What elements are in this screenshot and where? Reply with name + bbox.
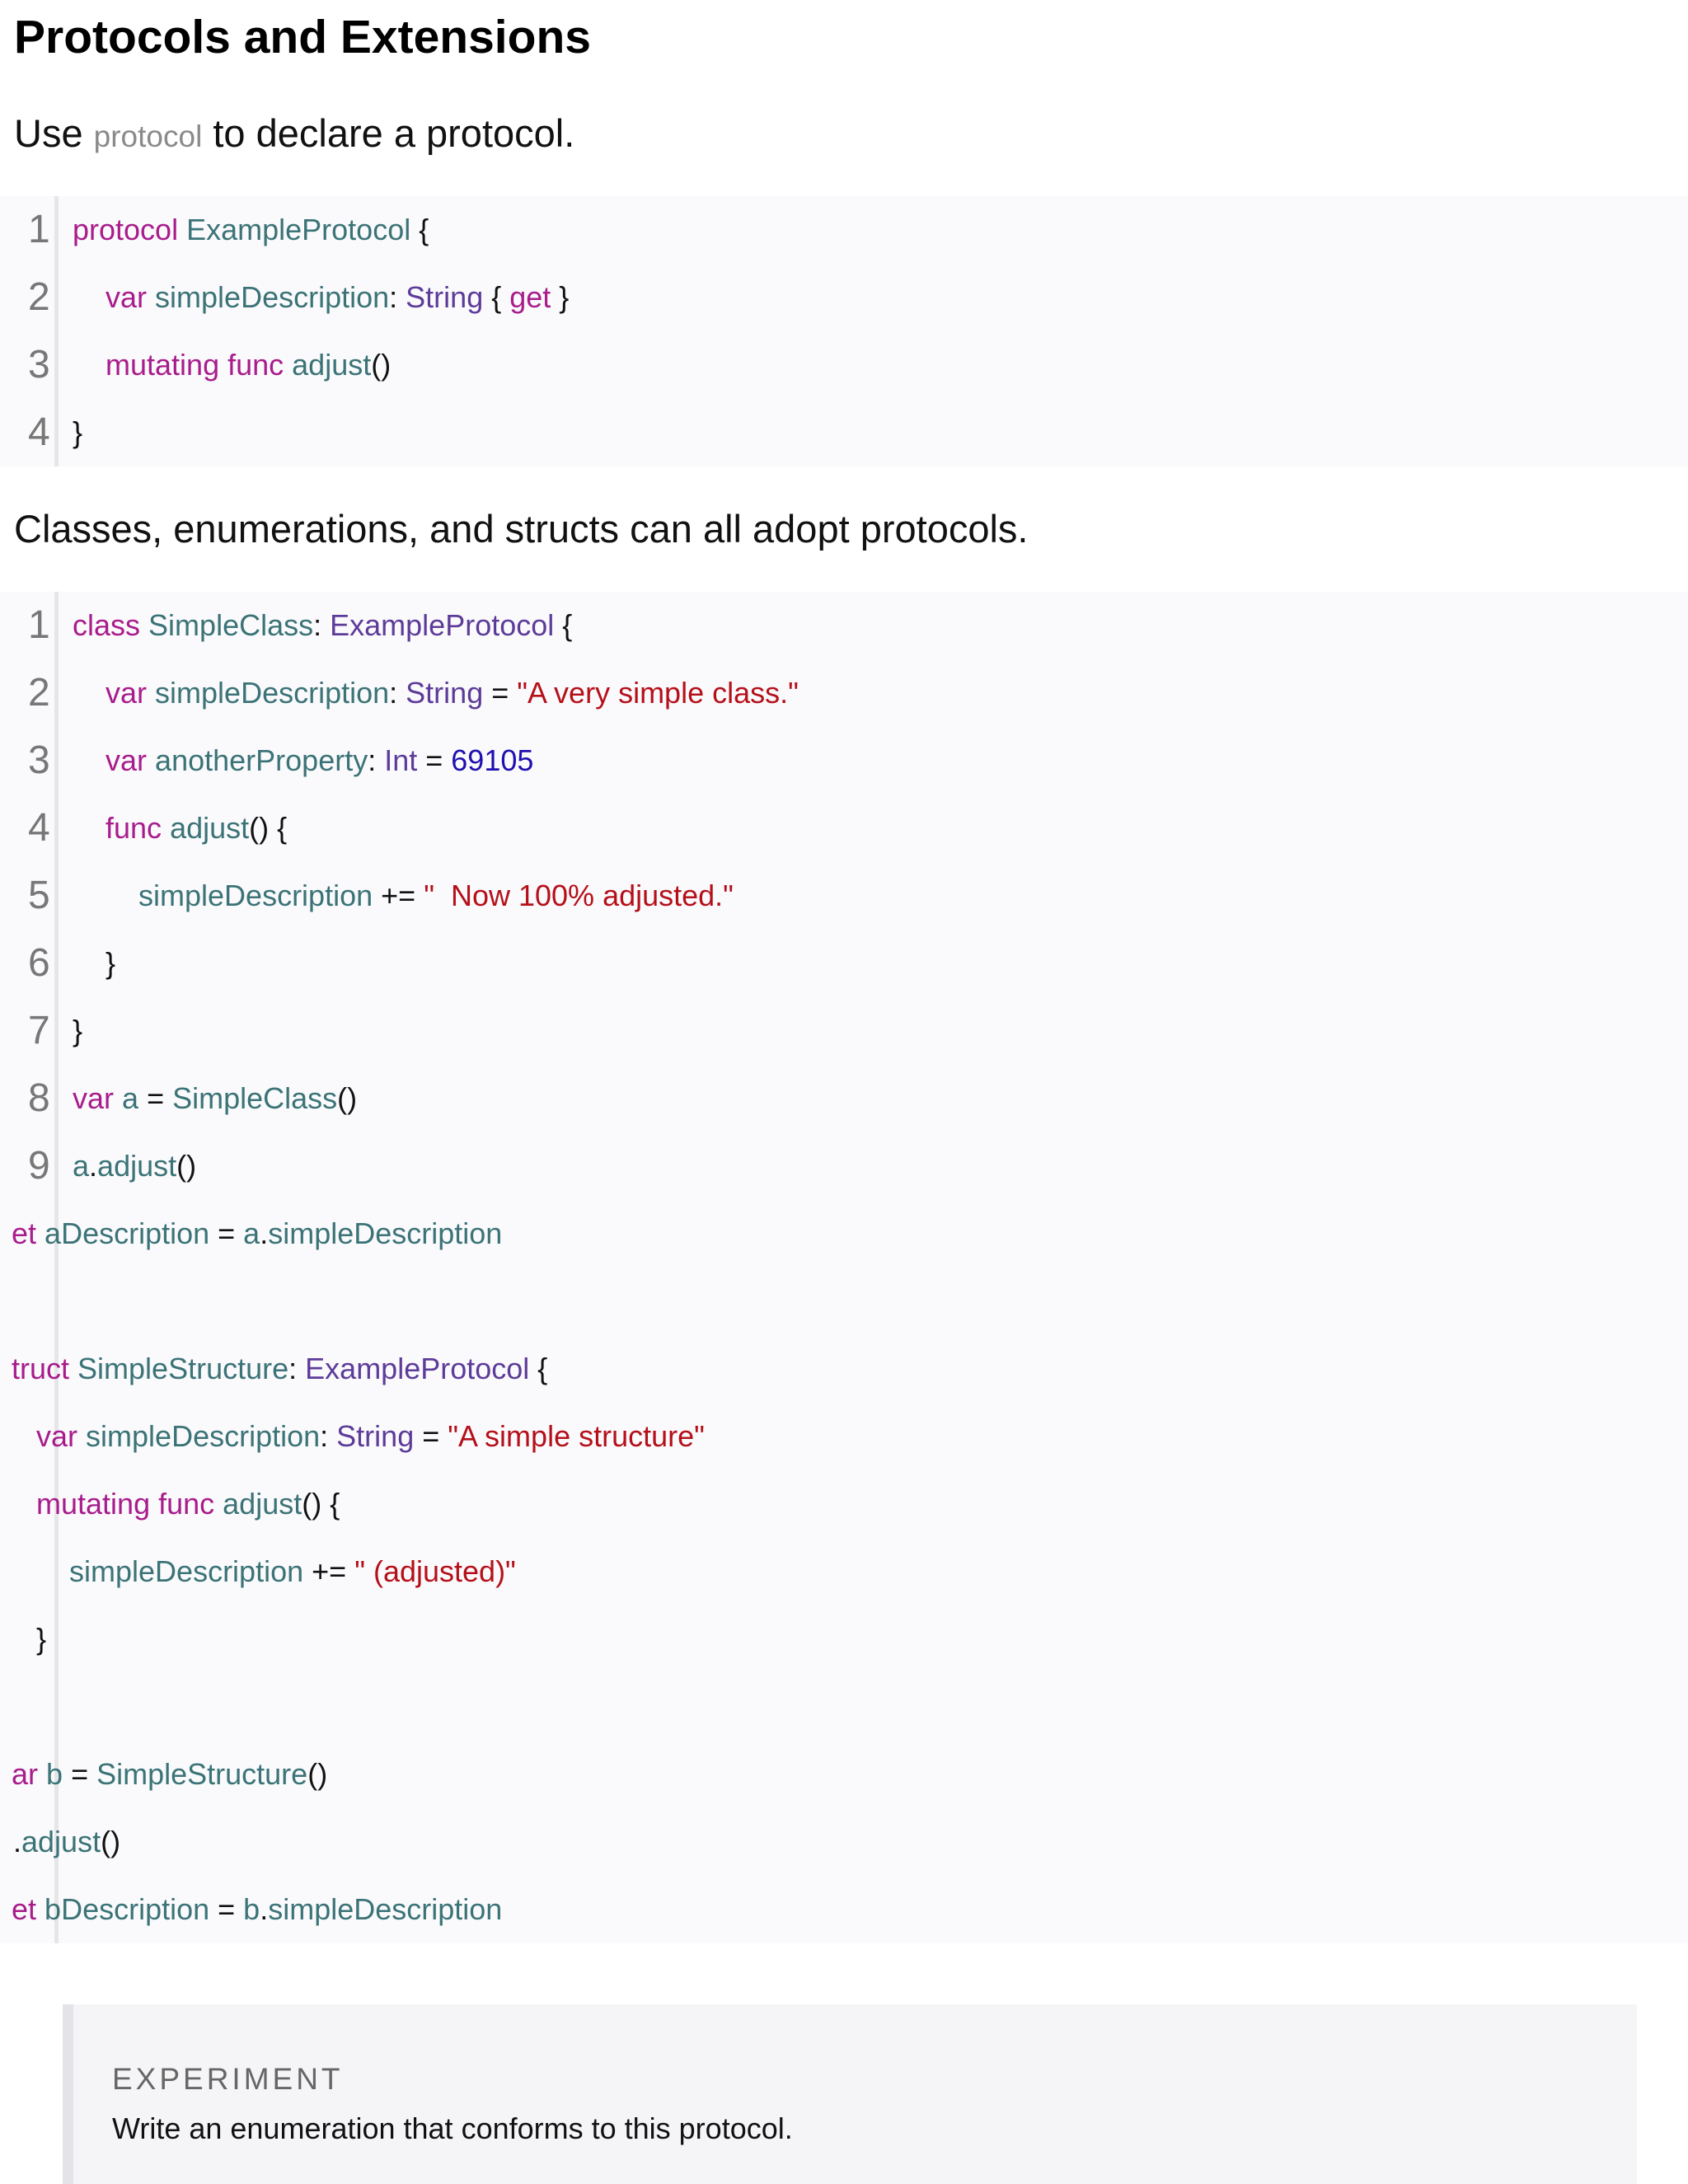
code-token: "A simple structure" — [448, 1419, 705, 1453]
code-token — [73, 280, 106, 314]
code-token: var — [73, 1081, 115, 1115]
code-token: Int — [384, 743, 418, 777]
code-token: . — [260, 1892, 269, 1926]
code-token: : — [320, 1419, 337, 1453]
code-token: var — [106, 676, 148, 710]
code-line — [73, 399, 82, 466]
code-token: { — [529, 1352, 548, 1385]
intro-text-before: Use — [14, 111, 83, 155]
code-token: () { — [249, 811, 288, 845]
code-line — [12, 1605, 46, 1673]
code-token: () { — [302, 1487, 340, 1521]
code-token: = — [417, 743, 452, 777]
line-number: 3 — [28, 738, 50, 782]
code-token: simpleDescription — [268, 1216, 503, 1250]
code-token: String — [406, 280, 484, 314]
code-token: = — [63, 1757, 97, 1791]
code-token: simpleDescription — [138, 879, 373, 912]
code-line — [73, 659, 799, 727]
code-token: : — [389, 676, 406, 710]
code-token: : — [288, 1352, 306, 1385]
code-token: : — [313, 608, 331, 642]
code-token — [36, 1892, 45, 1926]
inline-code-protocol: protocol — [93, 120, 203, 153]
code-token: b — [243, 1892, 260, 1926]
code-line — [73, 930, 115, 997]
line-number: 2 — [28, 275, 50, 319]
code-token — [178, 213, 186, 246]
page-title: Protocols and Extensions — [14, 11, 591, 63]
code-token: et — [12, 1892, 37, 1926]
code-token — [284, 348, 292, 382]
code-token: String — [336, 1419, 415, 1453]
code-token: += — [373, 879, 424, 912]
code-token: ExampleProtocol — [186, 213, 411, 246]
code-token: mutating func — [36, 1487, 215, 1521]
code-token — [12, 1554, 69, 1588]
code-token: adjust — [170, 811, 250, 845]
line-number: 5 — [28, 874, 50, 917]
code-line — [13, 1808, 120, 1876]
code-token: a — [122, 1081, 139, 1115]
code-token: . — [260, 1216, 269, 1250]
code-token: adjust — [223, 1487, 302, 1521]
callout-body: Write an enumeration that conforms to this protocol. — [112, 2111, 793, 2145]
code-token: simpleDescription — [69, 1554, 304, 1588]
code-line — [73, 196, 429, 264]
code-line — [73, 331, 391, 399]
code-token: adjust — [97, 1149, 177, 1183]
code-token — [77, 1419, 86, 1453]
code-token: = — [209, 1892, 244, 1926]
code-token: a — [243, 1216, 260, 1250]
code-token — [214, 1487, 223, 1521]
code-token — [140, 608, 148, 642]
code-token: get — [509, 280, 551, 314]
code-token — [73, 811, 106, 845]
code-token — [162, 811, 170, 845]
code-token: = — [138, 1081, 173, 1115]
code-token: : — [368, 743, 385, 777]
adopt-paragraph: Classes, enumerations, and structs can all adopt protocols. — [14, 507, 1029, 551]
code-token — [73, 676, 106, 710]
code-token: : — [389, 280, 406, 314]
code-token: () — [307, 1757, 328, 1791]
code-token: SimpleClass — [172, 1081, 338, 1115]
code-token — [147, 743, 155, 777]
code-token — [12, 1487, 36, 1521]
code-token: } — [73, 946, 116, 980]
code-token: simpleDescription — [155, 280, 390, 314]
code-token: var — [36, 1419, 78, 1453]
code-line — [12, 1403, 705, 1470]
code-token: class — [73, 608, 141, 642]
code-token — [147, 280, 155, 314]
code-token: } — [73, 1014, 83, 1047]
code-token: { — [483, 280, 510, 314]
code-token — [73, 879, 138, 912]
code-token: SimpleClass — [148, 608, 314, 642]
code-line — [73, 997, 82, 1065]
code-token: protocol — [73, 213, 179, 246]
code-token: " Now 100% adjusted." — [424, 879, 734, 912]
code-line — [12, 1335, 547, 1403]
code-line — [12, 1538, 516, 1605]
code-token: func — [106, 811, 162, 845]
code-token: SimpleStructure — [96, 1757, 308, 1791]
code-token: var — [106, 743, 148, 777]
line-number: 2 — [28, 671, 50, 715]
code-token — [73, 348, 106, 382]
code-token: simpleDescription — [155, 676, 390, 710]
line-number: 8 — [28, 1076, 50, 1120]
code-block-adoption — [0, 592, 1688, 1943]
intro-paragraph — [14, 109, 574, 162]
code-block-protocol — [0, 196, 1688, 466]
code-token: += — [303, 1554, 355, 1588]
callout-label: EXPERIMENT — [112, 2062, 344, 2096]
code-token: } — [551, 280, 570, 314]
code-token: a — [73, 1149, 90, 1183]
line-number: 6 — [28, 941, 50, 985]
line-number: 1 — [28, 208, 50, 251]
code-token: } — [73, 415, 83, 449]
code-line — [12, 1741, 327, 1808]
code-line — [12, 1876, 502, 1943]
code-token: { — [410, 213, 429, 246]
code-line — [12, 1200, 502, 1268]
code-token: = — [483, 676, 518, 710]
code-line — [73, 794, 287, 862]
code-token: ar — [12, 1757, 39, 1791]
code-token — [38, 1757, 46, 1791]
code-token: () — [337, 1081, 358, 1115]
code-line — [73, 1065, 357, 1132]
code-token — [12, 1419, 36, 1453]
code-line — [12, 1470, 340, 1538]
code-token: adjust — [21, 1825, 101, 1858]
code-token: " (adjusted)" — [354, 1554, 516, 1588]
line-number: 3 — [28, 343, 50, 387]
code-token: anotherProperty — [155, 743, 368, 777]
code-line — [73, 264, 569, 331]
code-token — [36, 1216, 45, 1250]
code-token: truct — [12, 1352, 70, 1385]
code-token — [114, 1081, 122, 1115]
code-token: adjust — [292, 348, 372, 382]
code-token: . — [89, 1149, 98, 1183]
code-line — [73, 727, 533, 794]
code-line — [73, 862, 734, 930]
line-number: 1 — [28, 603, 50, 647]
code-token: ExampleProtocol — [330, 608, 555, 642]
code-token: . — [13, 1825, 22, 1858]
code-token: b — [46, 1757, 63, 1791]
code-token: { — [554, 608, 573, 642]
code-token: SimpleStructure — [77, 1352, 289, 1385]
code-token: = — [209, 1216, 244, 1250]
code-token: et — [12, 1216, 37, 1250]
line-number: 4 — [28, 806, 50, 850]
code-line — [73, 592, 572, 659]
line-number: 4 — [28, 410, 50, 454]
line-number: 9 — [28, 1144, 50, 1188]
code-token: () — [101, 1825, 121, 1858]
code-token: var — [106, 280, 148, 314]
code-token: simpleDescription — [268, 1892, 503, 1926]
code-token: () — [371, 348, 392, 382]
code-token: mutating func — [106, 348, 284, 382]
code-token: ExampleProtocol — [305, 1352, 530, 1385]
line-number: 7 — [28, 1009, 50, 1052]
code-token: "A very simple class." — [517, 676, 799, 710]
code-token: String — [406, 676, 484, 710]
code-token: 69105 — [451, 743, 534, 777]
code-line — [73, 1132, 196, 1200]
code-token — [73, 743, 106, 777]
code-token: () — [176, 1149, 197, 1183]
code-token — [69, 1352, 77, 1385]
code-token: } — [12, 1622, 47, 1656]
experiment-callout — [63, 2004, 1637, 2184]
code-token: simpleDescription — [86, 1419, 321, 1453]
code-token — [147, 676, 155, 710]
intro-text-after: to declare a protocol. — [213, 111, 575, 155]
code-token: bDescription — [45, 1892, 210, 1926]
code-token: = — [414, 1419, 448, 1453]
code-token: aDescription — [45, 1216, 210, 1250]
